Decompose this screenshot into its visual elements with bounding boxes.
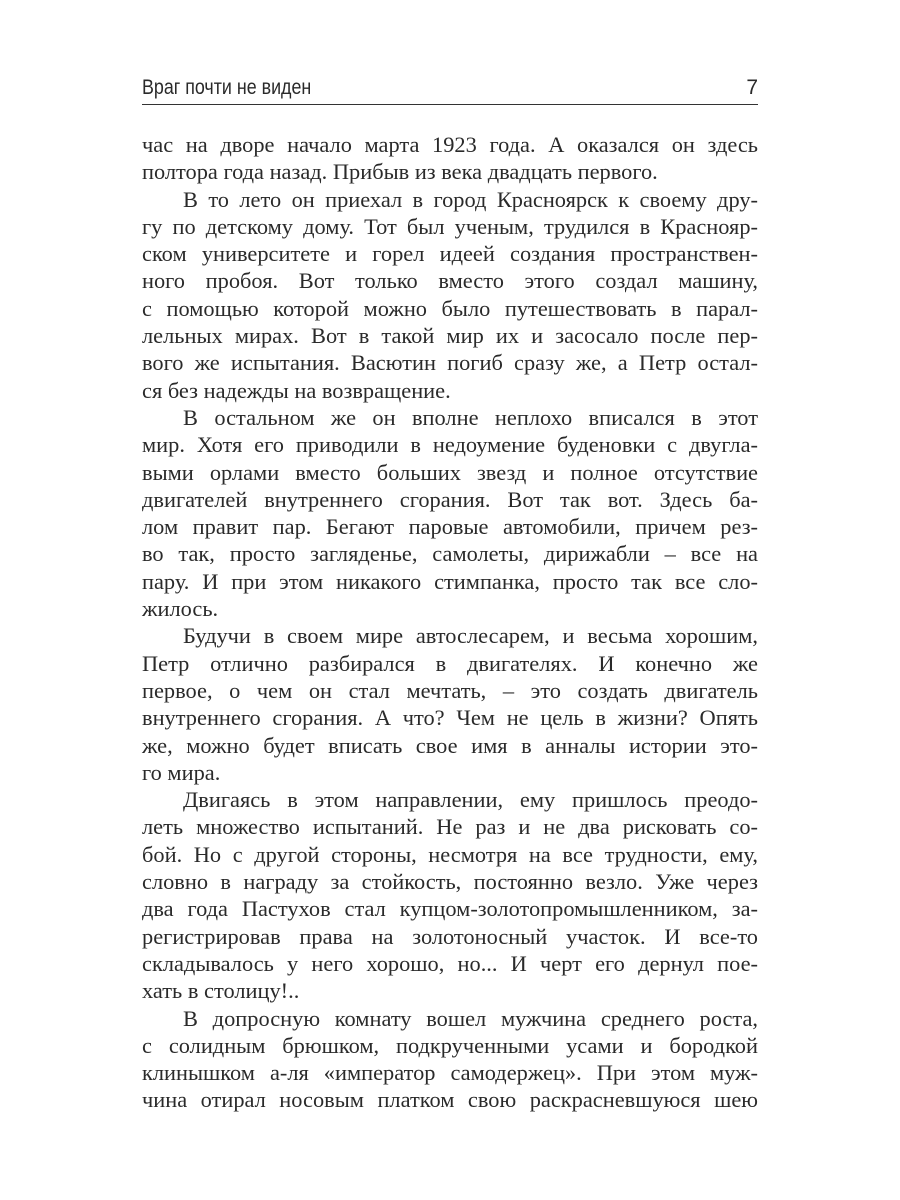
text-line: выми орлами вместо больших звезд и полное отсутствие: [142, 459, 758, 485]
text-line: складывалось у него хорошо, но... И черт его дернул пое-: [142, 950, 758, 976]
text-line: леть множество испытаний. Не раз и не два рисковать со-: [142, 814, 758, 840]
paragraph: [142, 1005, 758, 1114]
text-line: же, можно будет вписать свое имя в анналы истории это-: [142, 732, 758, 758]
paragraph: [142, 786, 758, 1004]
text-line: ском университете и горел идеей создания пространствен-: [142, 241, 758, 267]
text-line: гу по детскому дому. Тот был ученым, трудился в Краснояр-: [142, 213, 758, 239]
text-line: вого же испытания. Васютин погиб сразу же, а Петр остал-: [142, 350, 758, 376]
text-line: В допросную комнату вошел мужчина среднего роста,: [183, 1005, 758, 1031]
text-line: два года Пастухов стал купцом-золотопромышленником, за-: [142, 896, 758, 922]
text-line: с помощью которой можно было путешествовать в парал-: [142, 295, 758, 321]
text-line: регистрировав права на золотоносный участок. И все-то: [142, 923, 758, 949]
text-line: Будучи в своем мире автослесарем, и весьма хорошим,: [183, 623, 758, 649]
text-line: ся без надежды на возвращение.: [142, 377, 451, 403]
text-line: го мира.: [142, 759, 221, 785]
text-line: словно в награду за стойкость, постоянно везло. Уже через: [142, 869, 758, 895]
text-line: бой. Но с другой стороны, несмотря на все трудности, ему,: [142, 841, 758, 867]
text-line: первое, о чем он стал мечтать, – это создать двигатель: [142, 677, 758, 703]
text-line: клинышком а-ля «император самодержец». При этом муж-: [142, 1060, 758, 1086]
text-line: мир. Хотя его приводили в недоумение буденовки с двугла-: [142, 432, 758, 458]
running-title: Враг почти не виден: [142, 76, 312, 99]
text-line: В остальном же он вполне неплохо вписался в этот: [183, 404, 758, 430]
text-line: с солидным брюшком, подкрученными усами и бородкой: [142, 1032, 758, 1058]
text-line: чина отирал носовым платком свою раскрасневшуюся шею: [142, 1087, 758, 1113]
text-line: Петр отлично разбирался в двигателях. И конечно же: [142, 650, 758, 676]
paragraph: [142, 131, 758, 186]
text-line: Двигаясь в этом направлении, ему пришлось преодо-: [183, 787, 758, 813]
text-line: двигателей внутреннего сгорания. Вот так вот. Здесь ба-: [142, 486, 758, 512]
text-line: лельных мирах. Вот в такой мир их и засосало после пер-: [142, 323, 758, 349]
paragraph: [142, 404, 758, 622]
running-header: [142, 74, 758, 105]
text-line: час на дворе начало марта 1923 года. А оказался он здесь: [142, 132, 758, 157]
paragraph: [142, 622, 758, 786]
text-line: жилось.: [142, 596, 219, 622]
text-line: ного пробоя. Вот только вместо этого создал машину,: [142, 268, 758, 294]
text-line: полтора года назад. Прибыв из века двадцать первого.: [142, 159, 658, 185]
text-line: хать в столицу!..: [142, 978, 300, 1004]
text-line: пару. И при этом никакого стимпанка, просто так все сло-: [142, 568, 758, 594]
body-text: [142, 131, 758, 1114]
text-line: внутреннего сгорания. А что? Чем не цель в жизни? Опять: [142, 705, 758, 731]
paragraph: [142, 186, 758, 404]
text-line: В то лето он приехал в город Красноярск к своему дру-: [183, 186, 758, 212]
page-number: 7: [746, 76, 758, 99]
text-line: во так, просто загляденье, самолеты, дирижабли – все на: [142, 541, 758, 567]
text-line: лом правит пар. Бегают паровые автомобили, причем рез-: [142, 514, 758, 540]
